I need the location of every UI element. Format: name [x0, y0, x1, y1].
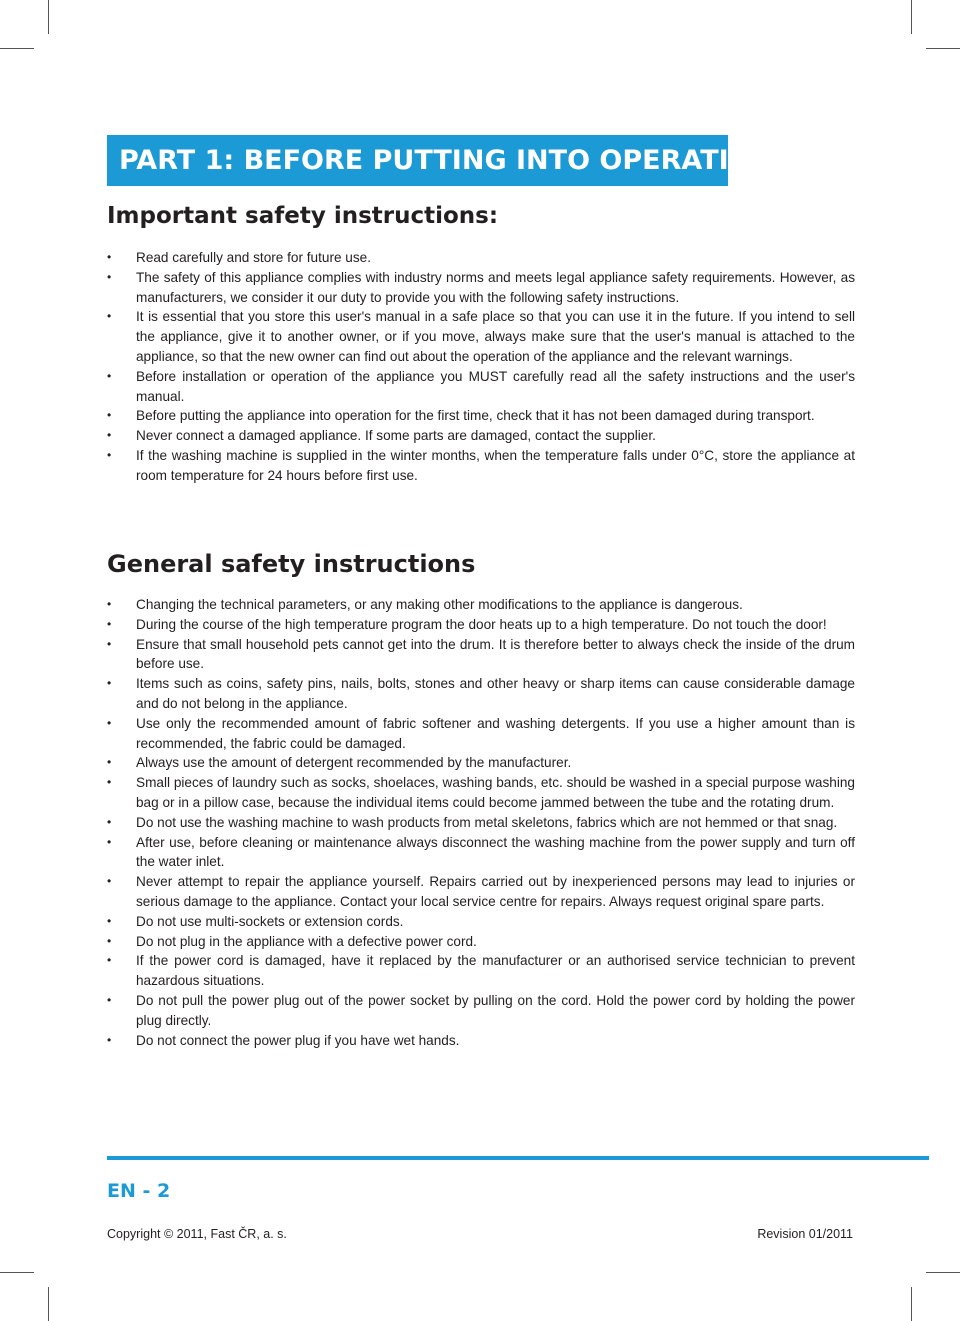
list-item: • Do not connect the power plug if you have wet hands.: [107, 1031, 855, 1051]
list-item: • Never attempt to repair the appliance yourself. Repairs carried out by inexperienced persons may lead to injuries or serious damage to the appliance. Contact your local service centre for repairs. Always request original spare parts.: [107, 872, 855, 912]
list-item: • Ensure that small household pets cannot get into the drum. It is therefore better to always check the inside of the drum before use.: [107, 635, 855, 675]
list-item: • If the power cord is damaged, have it replaced by the manufacturer or an authorised service technician to prevent hazardous situations.: [107, 951, 855, 991]
crop-mark: [48, 0, 49, 34]
list-item: • Never connect a damaged appliance. If some parts are damaged, contact the supplier.: [107, 426, 855, 446]
list-item: • It is essential that you store this user's manual in a safe place so that you can use it in the future. If you intend to sell the appliance, give it to another owner, or if you move, always make sure that the user's manual is attached to the appliance, so that the new owner can find out about the operation of the appliance and the relevant warnings.: [107, 307, 855, 366]
list-item: • Read carefully and store for future use.: [107, 248, 855, 268]
general-safety-heading: General safety instructions: [107, 550, 476, 578]
list-item: • If the washing machine is supplied in the winter months, when the temperature falls under 0°C, store the appliance at room temperature for 24 hours before first use.: [107, 446, 855, 486]
general-safety-list: [107, 595, 855, 1050]
important-safety-heading: Important safety instructions:: [107, 203, 499, 229]
crop-mark: [0, 1272, 34, 1273]
list-item: • The safety of this appliance complies with industry norms and meets legal appliance safety requirements. However, as manufacturers, we consider it our duty to provide you with the following safety instructions.: [107, 268, 855, 308]
crop-mark: [48, 1287, 49, 1321]
list-item: • Do not use multi-sockets or extension cords.: [107, 912, 855, 932]
crop-mark: [926, 1272, 960, 1273]
crop-mark: [926, 48, 960, 49]
list-item: • Do not plug in the appliance with a defective power cord.: [107, 932, 855, 952]
footer-divider: [107, 1156, 929, 1160]
copyright-notice: Copyright © 2011, Fast ČR, a. s.: [107, 1227, 287, 1241]
list-item: • Use only the recommended amount of fabric softener and washing detergents. If you use a higher amount than is recommended, the fabric could be damaged.: [107, 714, 855, 754]
list-item: • Do not pull the power plug out of the power socket by pulling on the cord. Hold the power cord by holding the power plug directly.: [107, 991, 855, 1031]
page-number: EN - 2: [107, 1180, 171, 1202]
list-item: • Always use the amount of detergent recommended by the manufacturer.: [107, 753, 855, 773]
list-item: • After use, before cleaning or maintenance always disconnect the washing machine from the power supply and turn off the water inlet.: [107, 833, 855, 873]
list-item: • Small pieces of laundry such as socks, shoelaces, washing bands, etc. should be washed in a special purpose washing bag or in a pillow case, because the individual items could become jammed between the tube and the rotating drum.: [107, 773, 855, 813]
list-item: • During the course of the high temperature program the door heats up to a high temperature. Do not touch the door!: [107, 615, 855, 635]
list-item: • Items such as coins, safety pins, nails, bolts, stones and other heavy or sharp items can cause considerable damage and do not belong in the appliance.: [107, 674, 855, 714]
crop-mark: [911, 0, 912, 34]
crop-mark: [911, 1287, 912, 1321]
crop-mark: [0, 48, 34, 49]
list-item: • Changing the technical parameters, or any making other modifications to the appliance is dangerous.: [107, 595, 855, 615]
list-item: • Do not use the washing machine to wash products from metal skeletons, fabrics which are not hemmed or that snag.: [107, 813, 855, 833]
part-banner: PART 1: BEFORE PUTTING INTO OPERATION: [107, 135, 728, 186]
revision-label: Revision 01/2011: [757, 1227, 853, 1241]
list-item: • Before installation or operation of the appliance you MUST carefully read all the safety instructions and the user's manual.: [107, 367, 855, 407]
important-safety-list: [107, 248, 855, 486]
list-item: • Before putting the appliance into operation for the first time, check that it has not been damaged during transport.: [107, 406, 855, 426]
